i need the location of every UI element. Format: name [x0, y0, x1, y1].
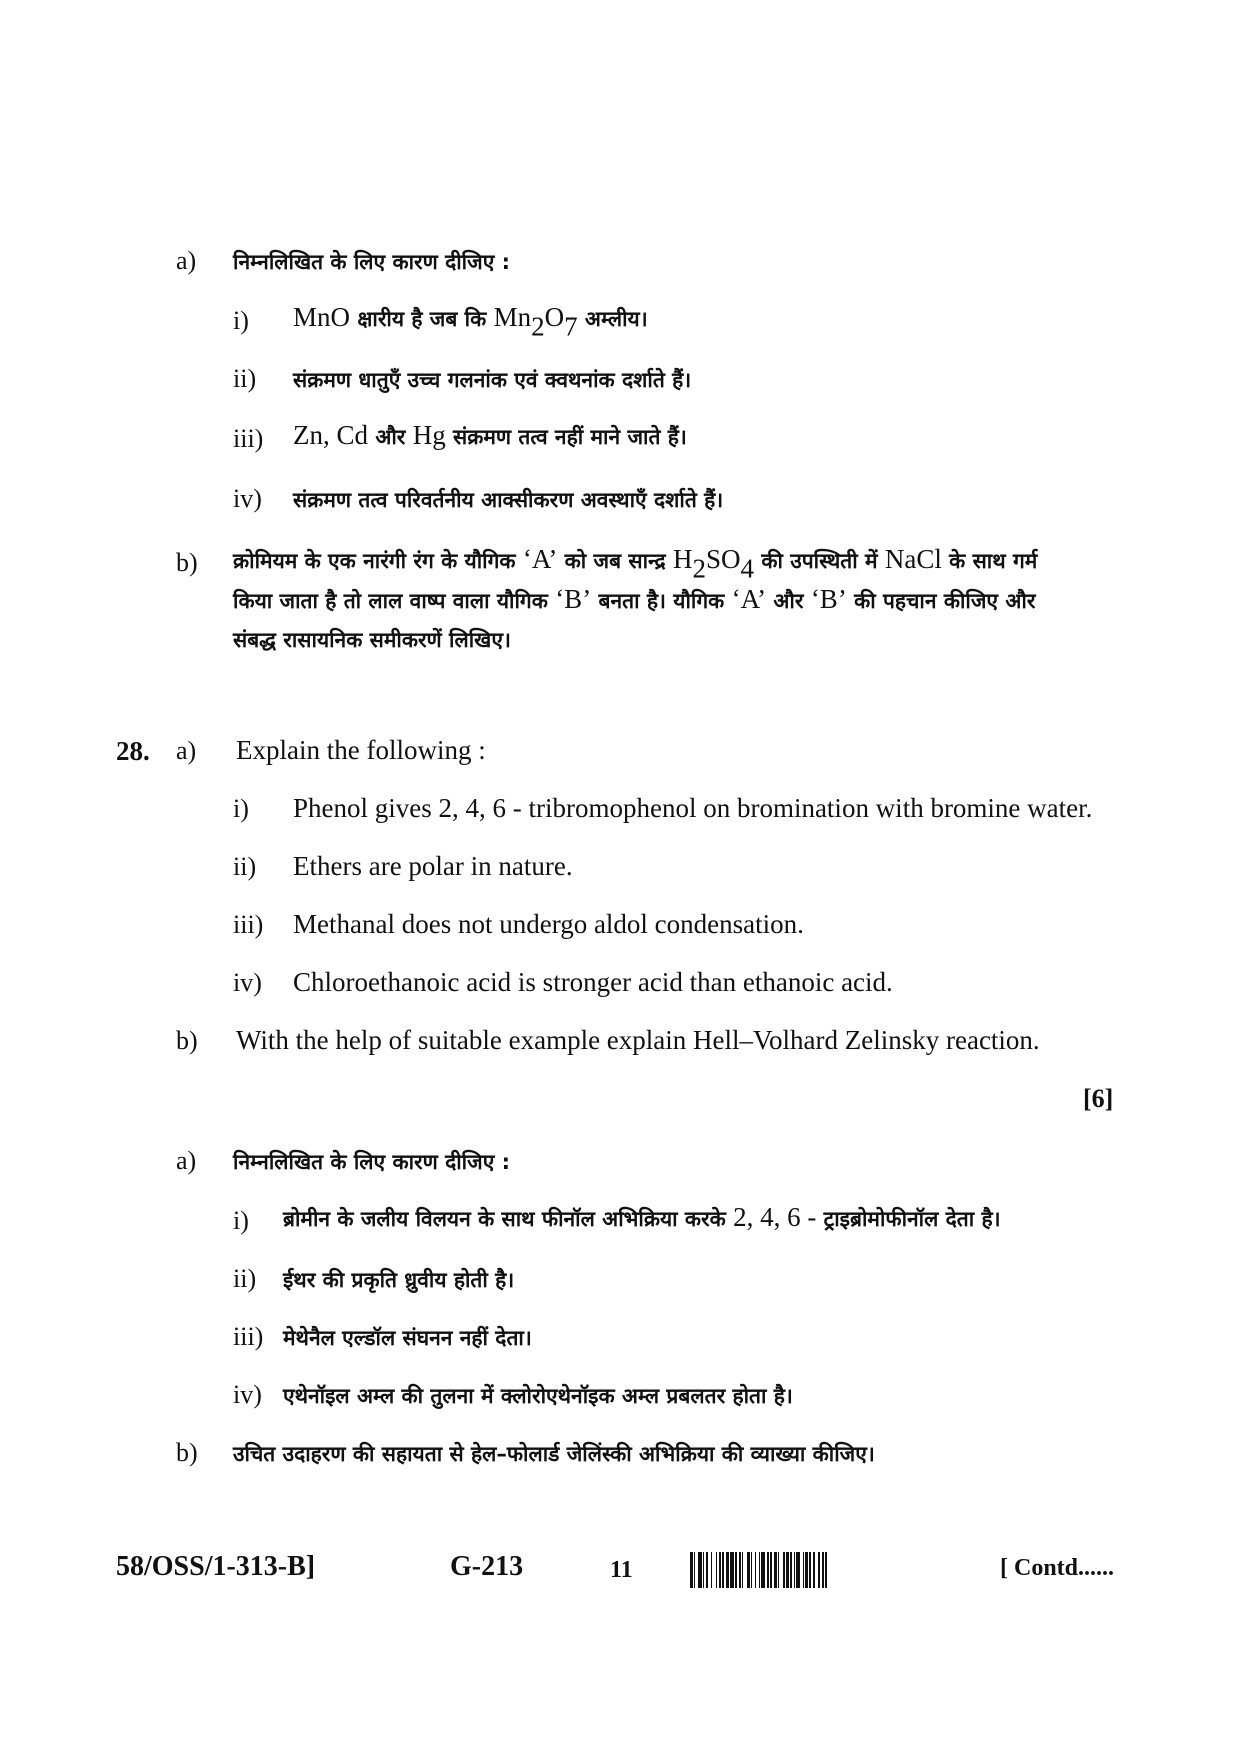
subitem-text: Zn, Cd और Hg संक्रमण तत्व नहीं माने जाते हैं। — [293, 420, 687, 450]
barcode-stripe — [827, 1552, 828, 1588]
subitem-label: iv) — [233, 968, 262, 997]
subitem-label: ii) — [233, 364, 257, 393]
question-number: 28. — [116, 736, 150, 766]
q28-a-label: a) — [176, 736, 197, 765]
part-b-line-1: क्रोमियम के एक नारंगी रंग के यौगिक ‘A’ को जब सान्द्र $H_2SO_4$ की उपस्थिती में NaCl के साथ गर्म — [233, 544, 1038, 584]
subitem-text: मेथेनैल एल्डॉल संघनन नहीं देता। — [283, 1326, 532, 1350]
q28-b-text: With the help of suitable example explain Hell–Volhard Zelinsky reaction. — [236, 1025, 1040, 1055]
subitem-text: MnO क्षारीय है जब कि $Mn_2O_7$ अम्लीय। — [293, 302, 648, 342]
subitem-text: Methanal does not undergo aldol condensation. — [293, 909, 804, 939]
subitem-text: ब्रोमीन के जलीय विलयन के साथ फीनॉल अभिक्रिया करके 2, 4, 6 - ट्राइब्रोमोफीनॉल देता है। — [283, 1202, 1001, 1232]
subitem-label: iv) — [233, 484, 262, 513]
subitem-label: iv) — [233, 1380, 262, 1409]
subitem-label: i) — [233, 794, 249, 823]
part-b-line-2: किया जाता है तो लाल वाष्प वाला यौगिक ‘B’ बनता है। यौगिक ‘A’ और ‘B’ की पहचान कीजिए और — [233, 584, 1036, 614]
subitem-text: ईथर की प्रकृति ध्रुवीय होती है। — [283, 1268, 515, 1292]
subitem-label: i) — [233, 306, 249, 335]
subitem-label: ii) — [233, 1264, 257, 1293]
part-a-label: a) — [176, 246, 197, 275]
q28-hindi-b-label: b) — [176, 1438, 198, 1467]
q28-a-intro: Explain the following : — [236, 735, 486, 765]
part-b-label: b) — [176, 548, 198, 577]
subitem-label: iii) — [233, 910, 264, 939]
subitem-label: iii) — [233, 424, 264, 453]
contd-label: [ Contd...... — [1000, 1555, 1115, 1581]
paper-code: 58/OSS/1-313-B] — [116, 1551, 316, 1582]
subitem-label: i) — [233, 1206, 249, 1235]
subitem-text: संक्रमण तत्व परिवर्तनीय आक्सीकरण अवस्थाएँ दर्शाते हैं। — [293, 488, 724, 512]
subitem-text: एथेनॉइल अम्ल की तुलना में क्लोरोएथेनॉइक अम्ल प्रबलतर होता है। — [283, 1384, 793, 1408]
barcode — [690, 1552, 952, 1588]
subitem-text: Ethers are polar in nature. — [293, 851, 573, 881]
part-b-line-3: संबद्ध रासायनिक समीकरणें लिखिए। — [233, 628, 511, 652]
q28-b-label: b) — [176, 1026, 198, 1055]
subitem-text: Chloroethanoic acid is stronger acid than ethanoic acid. — [293, 967, 893, 997]
page-number: 11 — [610, 1557, 633, 1583]
subitem-text: संक्रमण धातुएँ उच्च गलनांक एवं क्वथनांक दर्शाते हैं। — [293, 368, 692, 392]
q28-hindi-a-intro: निम्नलिखित के लिए कारण दीजिए : — [233, 1150, 511, 1174]
marks-badge: [6] — [1083, 1084, 1114, 1113]
q28-hindi-a-label: a) — [176, 1146, 197, 1175]
subitem-text: Phenol gives 2, 4, 6 - tribromophenol on bromination with bromine water. — [293, 793, 1093, 823]
series-code: G-213 — [450, 1551, 524, 1582]
subitem-label: ii) — [233, 852, 257, 881]
part-a-intro: निम्नलिखित के लिए कारण दीजिए : — [233, 250, 511, 274]
q28-hindi-b-text: उचित उदाहरण की सहायता से हेल–फोलार्ड जेलिंस्की अभिक्रिया की व्याख्या कीजिए। — [233, 1442, 875, 1466]
subitem-label: iii) — [233, 1322, 264, 1351]
